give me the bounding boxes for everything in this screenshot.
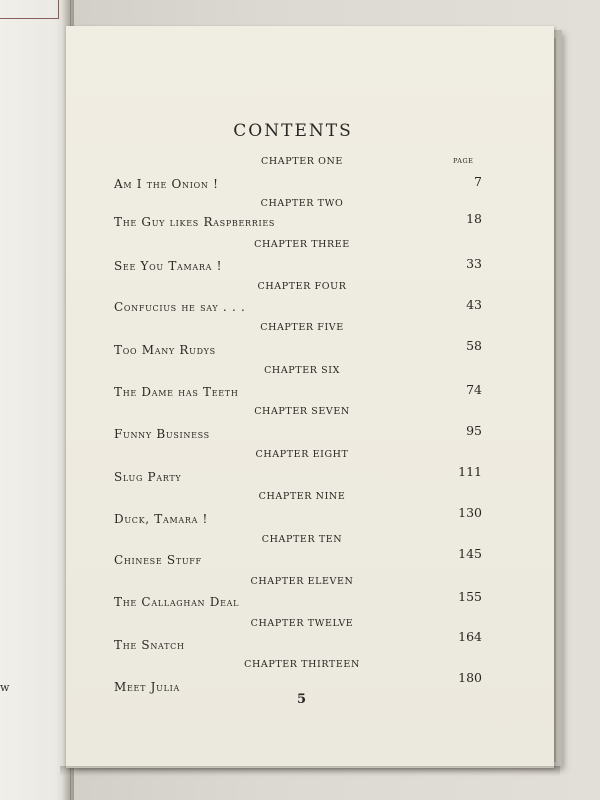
page-number-folio: 5 [297,692,307,707]
chapter-label: CHAPTER THIRTEEN [244,659,360,670]
chapter-label: CHAPTER NINE [258,491,346,502]
chapter-label: CHAPTER SIX [264,365,340,376]
chapter-title: The Guy likes Raspberries [114,215,276,229]
chapter-title: The Callaghan Deal [114,595,240,609]
chapter-label: CHAPTER ONE [261,156,343,167]
left-page-top-mark [0,0,59,19]
chapter-label: CHAPTER TEN [261,534,343,545]
chapter-title: Slug Party [114,470,182,484]
chapter-title: Am I the Onion ! [114,177,219,191]
chapter-label: CHAPTER EIGHT [255,449,349,460]
chapter-page-number: 43 [466,297,482,312]
chapter-page-number: 74 [466,382,482,397]
left-page [0,0,71,800]
chapter-label: CHAPTER THREE [254,239,350,250]
chapter-title: Too Many Rudys [114,343,216,357]
chapter-label: CHAPTER FOUR [257,281,347,292]
chapter-page-number: 145 [458,546,482,561]
chapter-title: The Dame has Teeth [114,385,239,399]
chapter-page-number: 7 [474,174,482,189]
chapter-title: Funny Business [114,427,210,441]
chapter-title: See You Tamara ! [114,259,223,273]
chapter-label: CHAPTER SEVEN [254,406,350,417]
chapter-label: CHAPTER FIVE [260,322,344,333]
chapter-title: Meet Julia [114,680,180,694]
page-column-label: PAGE [453,157,474,165]
chapter-title: Confucius he say . . . [114,300,246,314]
chapter-label: CHAPTER TWO [260,198,344,209]
contents-heading: CONTENTS [233,121,353,141]
left-page-margin-text: w [0,681,10,694]
chapter-page-number: 130 [458,505,482,520]
chapter-label: CHAPTER ELEVEN [250,576,354,587]
chapter-page-number: 164 [458,629,482,644]
chapter-label: CHAPTER TWELVE [250,618,354,629]
chapter-title: Chinese Stuff [114,553,202,567]
chapter-page-number: 111 [458,464,482,479]
chapter-page-number: 18 [466,211,482,226]
chapter-page-number: 33 [466,256,482,271]
chapter-page-number: 180 [458,670,482,685]
page-bottom-shadow [60,766,560,776]
chapter-title: The Snatch [114,638,185,652]
chapter-page-number: 58 [466,338,482,353]
chapter-page-number: 155 [458,589,482,604]
chapter-title: Duck, Tamara ! [114,512,209,526]
chapter-page-number: 95 [466,423,482,438]
